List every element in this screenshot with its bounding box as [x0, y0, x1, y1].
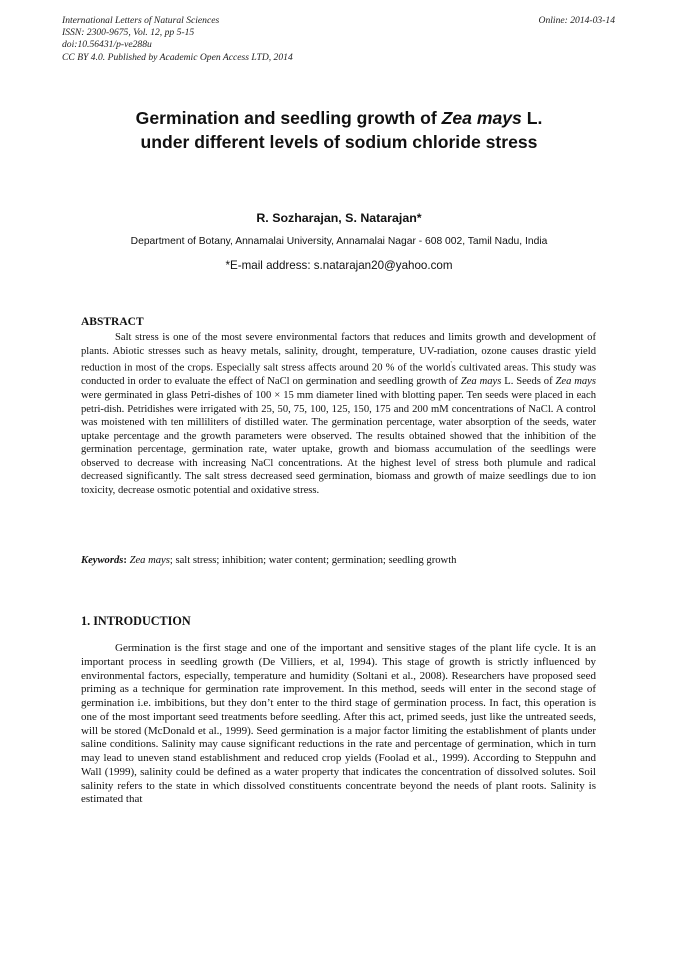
title-line-2: under different levels of sodium chloride stress: [140, 132, 538, 152]
abstract-segment: L. Seeds of: [501, 376, 556, 388]
doi-line: doi:10.56431/p-ve288u: [62, 39, 152, 51]
paper-title: [60, 106, 618, 154]
affiliation: Department of Botany, Annamalai University, Annamalai Nagar - 608 002, Tamil Nadu, India: [130, 236, 548, 247]
keyword-list: ; salt stress; inhibition; water content; germination; seedling growth: [169, 555, 457, 566]
species-name: Zea mays: [555, 376, 596, 388]
online-date: Online: 2014-03-14: [538, 15, 615, 26]
journal-name: International Letters of Natural Sciences: [62, 15, 220, 26]
keywords-label: Keywords: [81, 555, 124, 566]
abstract-heading: ABSTRACT: [81, 316, 144, 328]
abstract-segment: were germinated in glass Petri-dishes of 100 × 15 mm diameter lined with blotting paper. Ten seeds were placed in each petri-dish. Petridishes were irrigated with 25, 50, 75, 100, 125, 150, 175 and 200 mM concentrations of NaCl. A control was moistened with ten milliliters of distilled water. The germination percentage, water absorption of the seeds, water uptake percentage and the growth parameters were observed. The results obtained showed that the inhibition of the germination percentage, germination rate, water uptake, growth and biomass accumulation of the seedlings were observed to decrease with increasing NaCl concentrations. At the highest level of stress both plumule and radical decreased significantly. The salt stress decreased seed germination, biomass and growth of maize seedlings due to ion toxicity, decrease osmotic potential and oxidative stress.: [81, 389, 596, 497]
journal-metadata: [62, 15, 293, 64]
license-line: CC BY 4.0. Published by Academic Open Access LTD, 2014: [62, 51, 293, 63]
keywords-line: [81, 554, 596, 568]
title-part: Germination and seedling growth of: [135, 108, 442, 128]
title-part: L.: [521, 108, 543, 128]
keyword-species: Zea mays: [129, 555, 170, 566]
author-list: R. Sozharajan, S. Natarajan*: [256, 211, 422, 225]
abstract-segment: Salt stress is one of the most severe environmental factors that reduces and limits growth and development of plants. Abiotic stresses such as heavy metals, salinity, drought, temperature, UV-radiation, ozone causes drastic yield reduction in most of the crops. Especially salt stress affects around 20 % of the world: [81, 332, 596, 374]
superscript-apostrophe: ': [450, 360, 452, 369]
keywords-colon: :: [123, 555, 127, 566]
species-name: Zea mays: [460, 376, 502, 388]
issn-line: ISSN: 2300-9675, Vol. 12, pp 5-15: [62, 27, 195, 39]
abstract-segment: s cultivated areas. This study was conducted in order to evaluate the effect of NaCl on germination and seedling growth of: [81, 362, 596, 388]
corresponding-email: *E-mail address: s.natarajan20@yahoo.com: [225, 259, 453, 272]
section-heading-introduction: 1. INTRODUCTION: [81, 614, 191, 628]
title-species: Zea mays: [441, 108, 522, 128]
introduction-text: Germination is the first stage and one of the important and sensitive stages of the plant life cycle. It is an important process in seedling growth (De Villiers, et al, 1994). This stage of growth is strictly influenced by environmental factors, especially, temperature and humidity (Soltani et al., 2008). Researchers have proposed seed priming as a technique for germination rate improvement. In this method, seeds will enter in the second stage of germination i.e. imbibitions, but they don’t enter to the third stage of germination process. In fact, this operation is one of the most important seed treatments before seedling. After this act, primed seeds, just like the untreated seeds, will be stored (McDonald et al., 1999). Seed germination is a major factor limiting the establishment of plants under saline conditions. Salinity may cause significant reductions in the rate and percentage of germination, which in turn may lead to uneven stand establishment and reduced crop yields (Foolad et al., 1999). According to Steppuhn and Wall (1999), salinity could be defined as a water property that indicates the concentration of dissolved solutes. Soil salinity refers to the state in which dissolved constituents concentrate beyond the needs of plant roots. Salinity is estimated that: [81, 642, 596, 806]
abstract-text: [81, 331, 596, 498]
